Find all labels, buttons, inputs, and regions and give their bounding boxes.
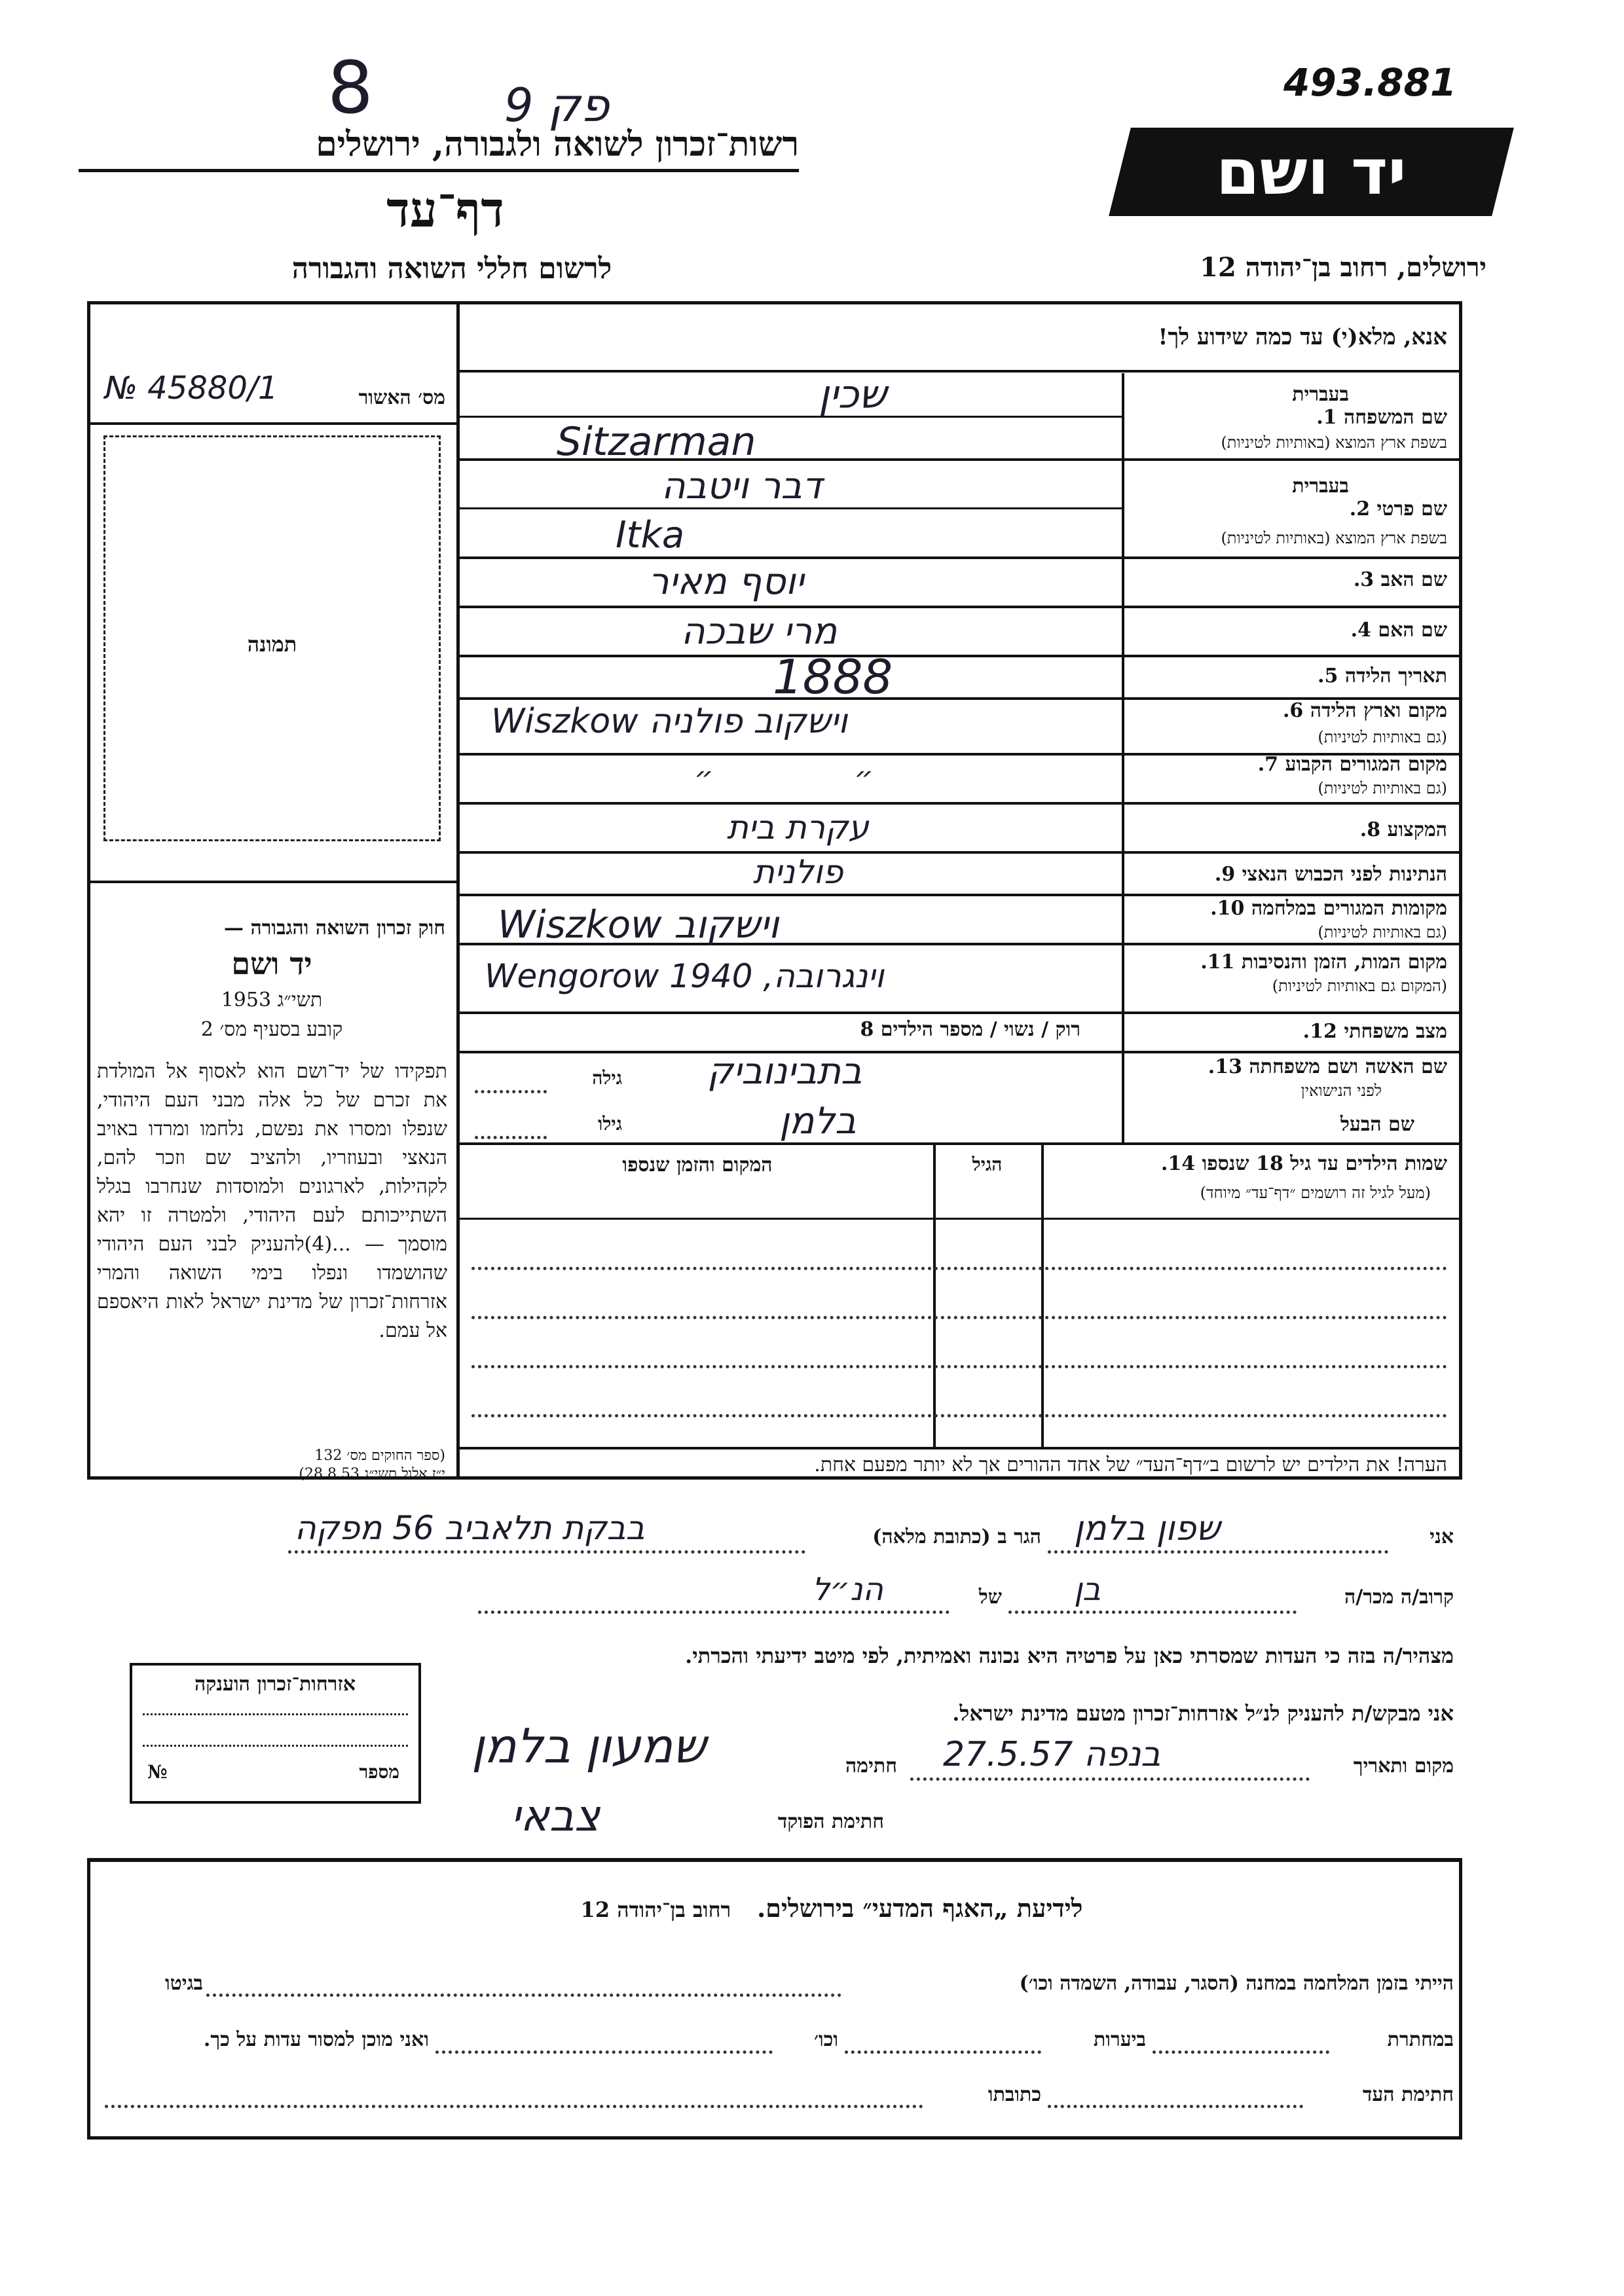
logo-text: יד ושם	[1216, 135, 1407, 209]
declaration-name-value[interactable]: שפון בלמן	[1074, 1509, 1221, 1548]
field-8-value[interactable]: עקרת בית	[727, 809, 869, 847]
field-12-value[interactable]: רוק / נשוי / מספר הילדים 8	[860, 1018, 1080, 1041]
official-signature-label: חתימת הפוקד	[777, 1810, 884, 1833]
footer-address: רחוב בן־יהודה 12	[580, 1897, 731, 1922]
instruction-rule	[456, 370, 1462, 373]
relative-line	[1008, 1611, 1297, 1614]
note-rule	[456, 1447, 1462, 1449]
field-10-label: מקומות המגורים במלחמה 10.	[1210, 897, 1447, 920]
children-header-sub: (מעל לגיל זה רושמים ״דף־עד״ מיוחד)	[1200, 1184, 1431, 1202]
of-value[interactable]: הנ״ל	[812, 1571, 883, 1608]
children-row-line[interactable]	[471, 1267, 1447, 1270]
field-1-latin-tag: בשפת ארץ המוצא (באותיות לטיניות)	[1221, 433, 1447, 452]
left-column-divider	[456, 301, 460, 1480]
field-10-value[interactable]: וישקוב Wiszkow	[498, 902, 779, 947]
field-11-label: מקום המות, הזמן והנסיבות 11.	[1200, 951, 1447, 974]
declaration-name-line	[1048, 1550, 1388, 1554]
footer-line-2-blank-b[interactable]	[845, 2050, 1041, 2054]
field-7-label: מקום המגורים הקבוע 7.	[1257, 753, 1447, 776]
footer-title	[485, 1893, 1179, 1923]
approval-label: מס׳ האשור	[358, 386, 445, 409]
relation-value[interactable]: בן	[1074, 1571, 1101, 1608]
page-title: דף־עד	[386, 182, 504, 238]
photo-bottom-rule	[87, 881, 456, 883]
footer-line-2-end: ואני מוכן למסור עדות על כך.	[203, 2028, 429, 2051]
footer-line-3-blank-a[interactable]	[1048, 2105, 1303, 2108]
law-clause: קובע בסעיף מס׳ 2	[200, 1018, 343, 1041]
declaration-request: אני מבקש/ת להעניק לנ״ל אזרחות־זכרון מטעם מדינת ישראל.	[952, 1701, 1454, 1726]
field-2-value-latin[interactable]: Itka	[616, 514, 685, 556]
photo-label: תמונה	[247, 632, 297, 657]
husband-value[interactable]: בלמן	[779, 1100, 857, 1142]
law-citation-2: י״ז אלול תשי״ג 28.8.53)	[299, 1466, 445, 1482]
authority-line: רשות־זכרון לשואה ולגבורה, ירושלים	[316, 124, 799, 164]
handwritten-mark-box: פק 9	[504, 79, 610, 132]
field-9-value[interactable]: פולנית	[753, 853, 843, 891]
row-rule	[456, 851, 1462, 854]
row-rule	[456, 655, 1462, 657]
children-row-line[interactable]	[471, 1365, 1447, 1368]
field-1-hebrew-tag: בעברית	[1292, 383, 1349, 406]
field-3-value[interactable]: יוסף מאיר	[648, 560, 804, 603]
footer-line-1: הייתי בזמן המלחמה במחנה (הסגר, עבודה, השמדה וכו׳)	[1019, 1972, 1454, 1995]
row-rule	[456, 1051, 1462, 1053]
declaration-statement: מצהיר/ה בזה כי העדות שמסרתי כאן על פרטיה היא נכונה ואמיתית, לפי מיטב ידיעתי והכרתי.	[685, 1643, 1454, 1668]
field-2-hebrew-tag: בעברית	[1292, 475, 1349, 498]
page-subtitle: לרשום חללי השואה והגבורה	[291, 252, 612, 285]
wife-age-label: גילה	[592, 1067, 622, 1089]
children-place-header: המקום והזמן שנספו	[622, 1154, 773, 1176]
field-13-label: שם האשה ושם משפחתה 13.	[1208, 1055, 1447, 1078]
of-line	[478, 1611, 950, 1614]
law-citation-1: (ספר החוקים מס׳ 132	[314, 1448, 445, 1464]
citizenship-number-mark: №	[147, 1761, 168, 1783]
footer-line-2-start: במחתרת	[1387, 2028, 1454, 2051]
footer-title-text: לידיעת „האגף המדעי״ בירושלים.	[756, 1893, 1083, 1923]
law-year: תשי״ג 1953	[221, 989, 323, 1011]
field-4-value[interactable]: מרי שבכה	[681, 610, 838, 653]
field-1-value-hebrew[interactable]: שכין	[819, 372, 887, 418]
footer-line-2-etc: וכו׳	[814, 2028, 838, 2051]
husband-age-label: גילו	[598, 1113, 622, 1135]
declaration-address-line	[288, 1550, 805, 1554]
form-instruction: אנא, מלא(י) עד כמה שידוע לך!	[1158, 324, 1447, 350]
field-13-value[interactable]: בתבינוביק	[707, 1050, 862, 1093]
row-rule	[456, 606, 1462, 608]
approval-number: № 45880/1	[105, 370, 278, 407]
of-label: של	[978, 1586, 1002, 1609]
children-col-divider	[1041, 1142, 1044, 1447]
field-4-label: שם האם 4.	[1350, 619, 1447, 642]
label-column-divider	[1122, 373, 1124, 1142]
field-6-value[interactable]: וישקוב פולניה Wiszkow	[491, 702, 848, 741]
citizenship-number-label: מספר	[359, 1761, 399, 1783]
law-name: יד ושם	[231, 946, 312, 981]
footer-line-3-end: כתובתו	[987, 2083, 1041, 2106]
handwritten-mark-top: 8	[327, 46, 373, 130]
row-rule	[456, 1011, 1462, 1014]
field-8-label: המקצוע 8.	[1359, 818, 1447, 841]
citizenship-box-rule	[143, 1745, 408, 1747]
declaration-address-value[interactable]: בבקת תלאביב 56 מפקה	[295, 1509, 645, 1547]
children-header-rule	[456, 1218, 1462, 1220]
field-7-value[interactable]: ״ ״	[694, 759, 939, 795]
citizenship-box-title: אזרחות־זכרון הוענקה	[194, 1673, 356, 1696]
footer-line-2-blank-a[interactable]	[1153, 2050, 1329, 2054]
footer-line-2-mid: ביערות	[1093, 2028, 1146, 2051]
field-2-value-hebrew[interactable]: דבר ויטבה	[661, 465, 822, 507]
footer-line-1-blank[interactable]	[206, 1994, 841, 1997]
place-date-value[interactable]: בנפה 27.5.57	[943, 1735, 1161, 1774]
law-body: תפקידו של יד־ושם הוא לאסוף אל המולדת את זכרם של כל אלה מבני העם היהודי, שנפלו ומסרו את נפשם, נלחמו ומרדו באויב הנאצי ובעוזריו, ולהציב שם וזכר להם, לקהילות, לארגונים ולמוסדות שנחרבו בגלל השתייכותם לעם היהודי, ולמטרה זו יהא מוסמך — ...(4)להעניק לבני העם היהודי שהושמדו ונפלו בימי השואה והמרי אזרחות־זכרון של מדינת ישראל לאות היאספם אל עמם.	[97, 1060, 448, 1342]
field-10-latin-tag: (גם באותיות לטיניות)	[1318, 923, 1447, 941]
field-5-value[interactable]: 1888	[773, 649, 893, 704]
husband-label: שם הבעל	[1340, 1113, 1414, 1136]
field-11-latin-tag: (המקום גם באותיות לטיניות)	[1272, 977, 1447, 995]
approval-rule	[87, 422, 456, 425]
footer-line-2-blank-c[interactable]	[435, 2050, 773, 2054]
citizenship-box-rule	[143, 1713, 408, 1715]
relative-label: קרוב/ה מכר/ה	[1344, 1586, 1454, 1609]
place-date-label: מקום ותאריך	[1353, 1755, 1454, 1777]
field-2-latin-tag: בשפת ארץ המוצא (באותיות לטיניות)	[1221, 529, 1447, 547]
row-rule	[456, 556, 1462, 559]
field-5-label: תאריך הלידה 5.	[1318, 665, 1447, 687]
field-6-latin-tag: (גם באותיות לטיניות)	[1318, 728, 1447, 746]
children-age-header: הגיל	[972, 1154, 1003, 1175]
declaration-i-label: אני	[1430, 1525, 1454, 1548]
signature-value[interactable]: שמעון בלמן	[471, 1719, 707, 1774]
row-inner-rule	[456, 507, 1122, 509]
declaration-resides-label: הגר ב (כתובת מלאה)	[872, 1525, 1041, 1548]
form-note: הערה! את הילדים יש לרשום ב״דף־העד״ של אחד ההורים אך לא יותר מפעם אחת.	[814, 1453, 1447, 1476]
children-header: שמות הילדים עד גיל 18 שנספו 14.	[1160, 1152, 1447, 1175]
wife-age-line[interactable]	[475, 1090, 547, 1093]
field-1-label: שם המשפחה 1.	[1316, 406, 1447, 429]
row-rule	[456, 894, 1462, 896]
header-address: ירושלים, רחוב בן־יהודה 12	[1200, 252, 1486, 283]
field-13-maiden-tag: לפני הנישואין	[1301, 1082, 1382, 1100]
field-2-label: שם פרטי 2.	[1349, 498, 1447, 520]
children-col-divider	[933, 1142, 936, 1447]
footer-line-1-end: בגיטו	[164, 1972, 203, 1995]
law-title: חוק זכרון השואה והגבורה —	[224, 917, 445, 939]
official-signature-value[interactable]: צבאי	[511, 1791, 600, 1841]
field-6-label: מקום וארץ הלידה 6.	[1282, 699, 1447, 722]
archive-number: 493.881	[1283, 60, 1457, 105]
place-date-line	[910, 1777, 1310, 1781]
children-row-line[interactable]	[471, 1414, 1447, 1417]
husband-age-line[interactable]	[475, 1136, 547, 1139]
field-9-label: הנתינות לפני הכבוש הנאצי 9.	[1214, 863, 1447, 886]
children-row-line[interactable]	[471, 1316, 1447, 1319]
row-rule	[456, 802, 1462, 805]
field-1-value-latin[interactable]: Sitzarman	[557, 419, 756, 465]
footer-line-3-start: חתימת העד	[1362, 2083, 1454, 2106]
row-rule	[456, 1142, 1462, 1145]
field-3-label: שם האב 3.	[1353, 568, 1447, 591]
footer-line-3-blank-b[interactable]	[105, 2105, 923, 2108]
signature-label: חתימה	[845, 1755, 897, 1777]
field-7-latin-tag: (גם באותיות לטיניות)	[1318, 779, 1447, 797]
authority-underline	[79, 169, 799, 172]
field-12-label: מצב משפחתי 12.	[1302, 1020, 1447, 1043]
row-inner-rule	[456, 416, 1122, 418]
yad-vashem-logo	[1109, 128, 1514, 216]
field-11-value[interactable]: וינגרובה, 1940 Wengorow	[485, 957, 885, 995]
